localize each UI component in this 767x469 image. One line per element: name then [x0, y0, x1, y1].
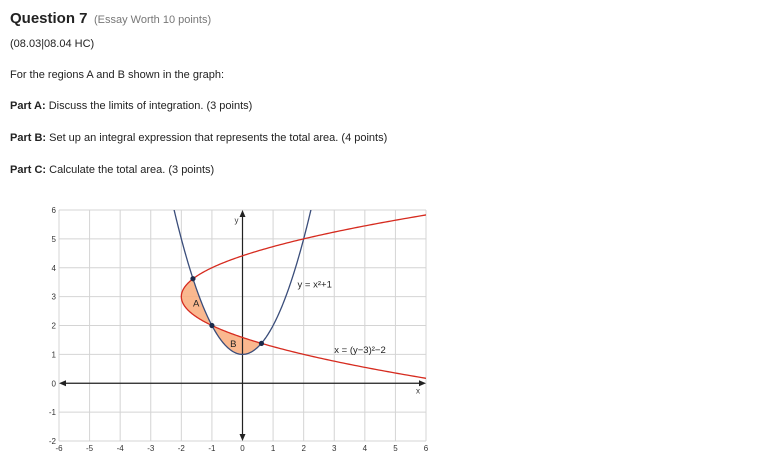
question-prompt: For the regions A and B shown in the graph: — [10, 69, 225, 81]
series-label-parabola: y = x²+1 — [297, 279, 332, 291]
y-tick-label: -1 — [48, 408, 56, 418]
y-axis-label: y — [234, 216, 239, 225]
y-tick-label: 5 — [51, 234, 56, 244]
region-a-label: A — [192, 298, 200, 310]
y-axis-arrow-down — [240, 434, 246, 441]
part-b-label: Part B: — [10, 132, 47, 144]
y-axis-arrow-up — [240, 210, 246, 217]
part-b-text: Set up an integral expression that represents the total area. (4 points) — [46, 132, 388, 144]
x-tick-label: -2 — [177, 444, 185, 453]
x-tick-label: -4 — [116, 444, 124, 453]
intersection-point — [259, 341, 264, 346]
part-a-text: Discuss the limits of integration. (3 points) — [45, 100, 253, 112]
x-tick-label: 3 — [332, 444, 337, 453]
x-tick-label: 6 — [423, 444, 429, 453]
x-tick-label: 0 — [240, 444, 245, 453]
x-tick-label: 2 — [301, 444, 306, 453]
question-title: Question 7 — [10, 10, 88, 27]
part-c-text: Calculate the total area. (3 points) — [46, 164, 215, 176]
question-worth: (Essay Worth 10 points) — [93, 14, 212, 26]
y-tick-label: 6 — [51, 206, 56, 215]
question-code: (08.03|08.04 HC) — [10, 38, 95, 50]
y-tick-label: 1 — [51, 350, 56, 360]
x-tick-label: -3 — [147, 444, 155, 453]
x-axis-label: x — [416, 386, 420, 396]
part-a-label: Part A: — [10, 100, 46, 112]
y-tick-label: -2 — [48, 437, 56, 446]
series-label-sideways-parabola: x = (y−3)²−2 — [334, 345, 386, 357]
x-axis-arrow-left — [59, 380, 66, 386]
x-axis-arrow-right — [419, 380, 426, 386]
y-tick-label: 0 — [51, 379, 56, 389]
x-tick-label: 5 — [393, 444, 398, 453]
y-tick-label: 2 — [51, 321, 56, 331]
intersection-point — [209, 323, 214, 328]
region-b-label: B — [230, 339, 237, 351]
x-tick-label: 1 — [270, 444, 276, 453]
x-tick-label: -6 — [55, 444, 63, 453]
part-c-label: Part C: — [10, 164, 47, 176]
y-tick-label: 4 — [51, 263, 56, 273]
x-tick-label: -5 — [86, 444, 94, 453]
x-tick-label: -1 — [208, 444, 216, 453]
y-tick-label: 3 — [51, 292, 56, 302]
intersection-point — [190, 276, 195, 281]
x-tick-label: 4 — [362, 444, 368, 453]
